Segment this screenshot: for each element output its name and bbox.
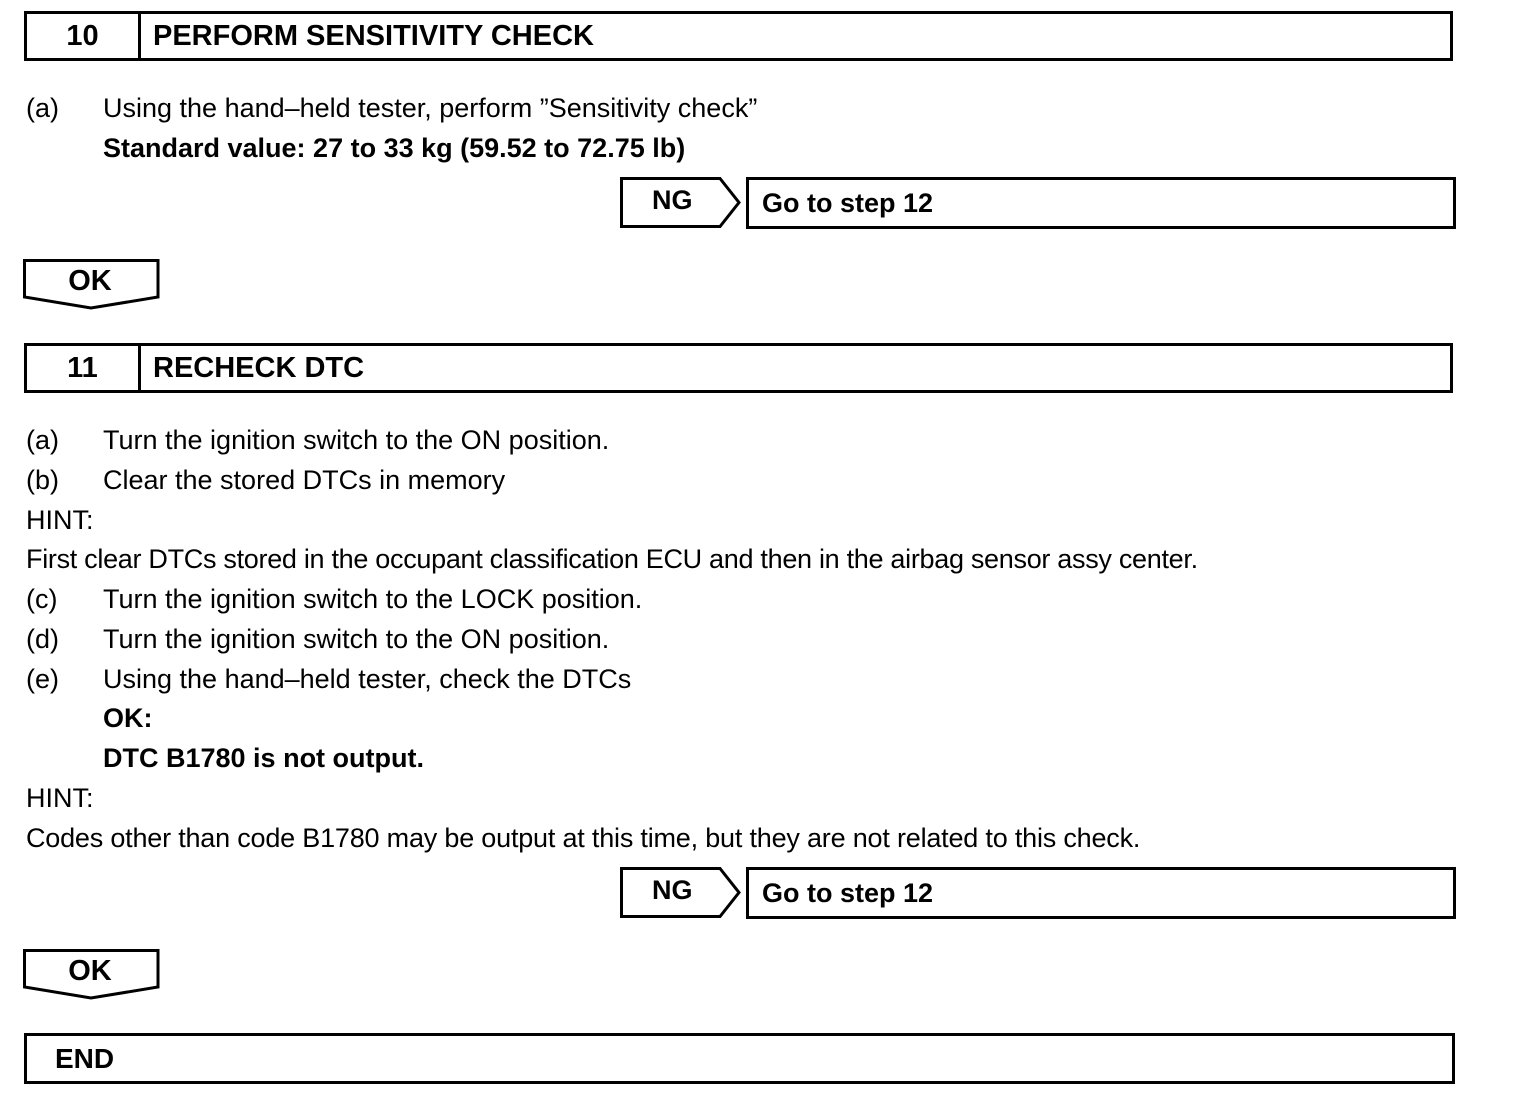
item-label: (a): [26, 425, 59, 455]
item-label: (d): [26, 624, 59, 654]
step-10-ok-branch: [23, 259, 161, 311]
item-label: (a): [26, 93, 59, 123]
item-label: (c): [26, 584, 58, 614]
ok-label: OK: [68, 265, 112, 297]
hint-label: HINT:: [26, 783, 94, 813]
go-to-step-12-box: [746, 867, 1456, 919]
item-label: (b): [26, 465, 59, 495]
item-text: Clear the stored DTCs in memory: [103, 465, 506, 495]
step-10-header: [24, 11, 1453, 61]
item-text: Using the hand–held tester, check the DTCs: [103, 664, 632, 694]
item-text: Turn the ignition switch to the ON position.: [103, 425, 610, 455]
hint-label: HINT:: [26, 505, 94, 535]
item-text: Using the hand–held tester, perform ”Sensitivity check”: [103, 93, 758, 123]
step-11-title: RECHECK DTC: [153, 351, 365, 384]
go-to-step-text: Go to step 12: [762, 187, 934, 218]
step-10-title: PERFORM SENSITIVITY CHECK: [153, 19, 594, 52]
item-text: Turn the ignition switch to the LOCK position.: [103, 584, 643, 614]
standard-value-text: Standard value: 27 to 33 kg (59.52 to 72.75 lb): [103, 133, 686, 163]
ok-criteria-text: DTC B1780 is not output.: [103, 743, 425, 773]
ok-label: OK: [68, 955, 112, 987]
item-label: (e): [26, 664, 59, 694]
go-to-step-text: Go to step 12: [762, 877, 934, 908]
item-text: Turn the ignition switch to the ON position.: [103, 624, 610, 654]
step-10-ng-branch: [620, 177, 1456, 229]
ng-label: NG: [652, 185, 693, 215]
hint-text: First clear DTCs stored in the occupant classification ECU and then in the airbag sensor assy center.: [26, 544, 1198, 574]
step-10-standard-value: [103, 132, 685, 164]
go-to-step-12-box: [746, 177, 1456, 229]
step-10-number: 10: [27, 14, 141, 58]
ng-label: NG: [652, 875, 693, 905]
step-11-header: [24, 343, 1453, 393]
end-label: END: [55, 1042, 115, 1074]
end-box: [24, 1033, 1455, 1084]
step-11-ok-branch: [23, 949, 161, 1001]
step-11-ng-branch: [620, 867, 1456, 919]
ok-criteria-heading: OK:: [103, 703, 153, 733]
hint-text: Codes other than code B1780 may be output at this time, but they are not related to this check.: [26, 823, 1141, 853]
step-11-number: 11: [27, 346, 141, 390]
